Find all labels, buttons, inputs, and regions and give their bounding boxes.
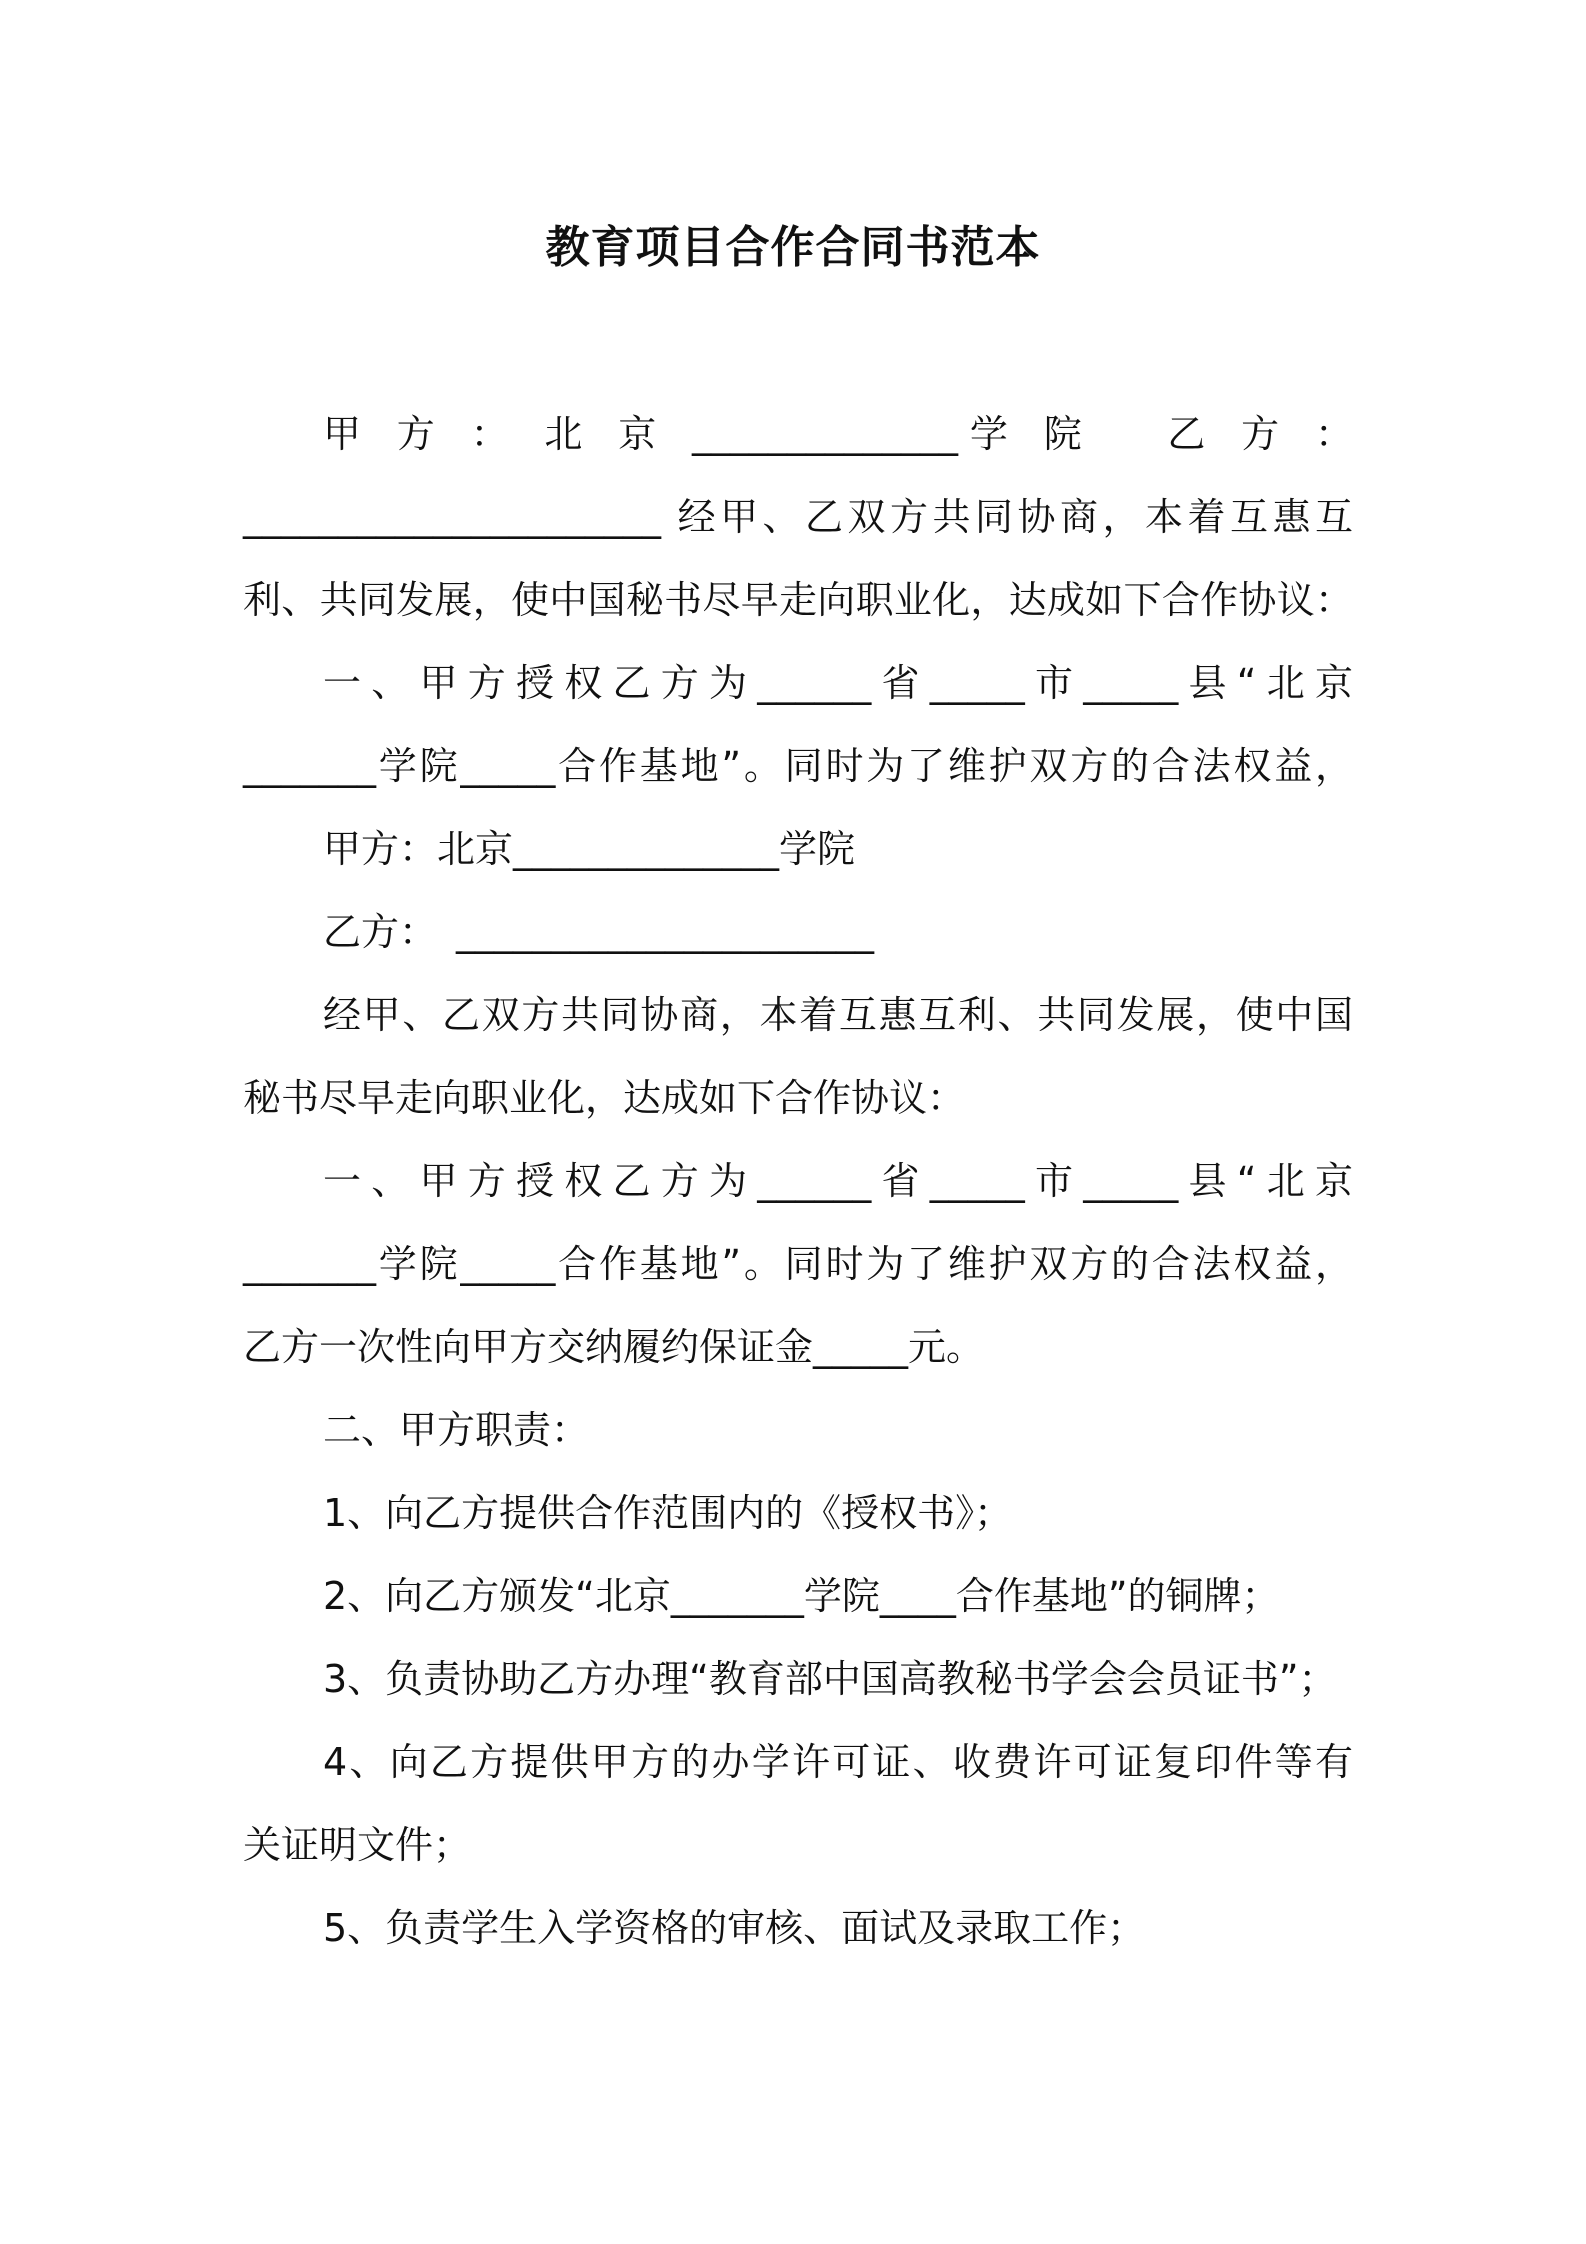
section-heading: 二、甲方职责： <box>323 1408 590 1452</box>
clause-one-line: 一、甲方授权乙方为______省_____市_____县“北京 <box>323 661 1353 705</box>
party-a-signature-line: 甲方：北京______________学院 <box>323 827 856 871</box>
list-item: 3、负责协助乙方办理“教育部中国高教秘书学会会员证书”； <box>323 1657 1337 1701</box>
party-b-signature-line: 乙方： ______________________ <box>323 910 875 954</box>
body-line: _______学院_____合作基地”。同时为了维护双方的合法权益， <box>243 744 1353 788</box>
document-title: 教育项目合作合同书范本 <box>545 222 1041 273</box>
body-line: 经甲、乙双方共同协商，本着互惠互利、共同发展，使中国 <box>323 993 1353 1037</box>
list-item: 4、向乙方提供甲方的办学许可证、收费许可证复印件等有 <box>323 1740 1353 1784</box>
list-item: 1、向乙方提供合作范围内的《授权书》； <box>323 1491 1013 1535</box>
body-line: ______________________ 经甲、乙双方共同协商，本着互惠互 <box>243 495 1353 539</box>
body-line: 秘书尽早走向职业化，达成如下合作协议： <box>243 1076 966 1120</box>
list-item: 5、负责学生入学资格的审核、面试及录取工作； <box>323 1906 1146 1950</box>
list-item: 2、向乙方颁发“北京_______学院____合作基地”的铜牌； <box>323 1574 1280 1618</box>
body-line: 乙方一次性向甲方交纳履约保证金_____元。 <box>243 1325 985 1369</box>
body-line: _______学院_____合作基地”。同时为了维护双方的合法权益， <box>243 1242 1353 1286</box>
party-a-line: 甲 方 ： 北 京 ______________学 院 乙 方 ： <box>323 412 1353 456</box>
clause-one-line: 一、甲方授权乙方为______省_____市_____县“北京 <box>323 1159 1353 1203</box>
list-item-continuation: 关证明文件； <box>243 1823 472 1867</box>
body-line: 利、共同发展，使中国秘书尽早走向职业化，达成如下合作协议： <box>243 578 1353 622</box>
